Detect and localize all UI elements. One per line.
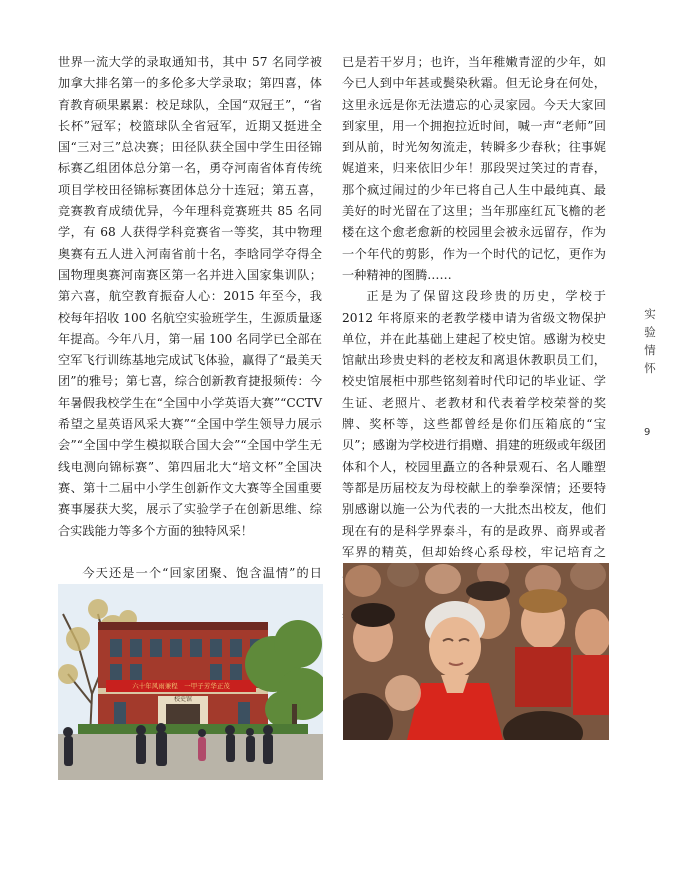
paragraph-memories: 已是若干岁月；也许，当年稚嫩青涩的少年，如今已人到中年甚或鬓染秋霜。但无论身在何处，这里永远是你无法遗忘的心灵家园。今天大家回到家里，用一个拥抱拉近时间，喊一声“老师”回到从前，时光匆匆流走，转瞬多少春秋；往事娓娓道来，归来依旧少年！那段哭过笑过的青春，那个疯过闹过的少年已将自己人生中最纯真、最美好的时光留在了这里；当年那座红瓦飞檐的老楼在这个愈老愈新的校园里会被永远留存，作为一个年代的剪影，作为一个时代的记忆，更作为一种精神的图腾…… <box>342 55 606 282</box>
paragraph-achievements: 世界一流大学的录取通知书，其中 57 名同学被加拿大排名第一的多伦多大学录取；第四喜，体育教育硕果累累：校足球队，全国“双冠王”，“省长杯”冠军；校篮球队全省冠军，近期又挺进全国“三对三”总决赛；田径队获全国中学生田径锦标赛乙组团体总分第一名，勇夺河南省体育传统项目学校田径锦标赛团体总分十连冠；第五喜，竞赛教育成绩优异，今年理科竞赛班共 85 名同学，有 68 人获得学科竞赛省一等奖，其中物理奥赛有五人进入河南省前十名，李晗同学夺得全国物理奥赛河南赛区第一名并进入国家集训队；第六喜，航空教育振奋人心：2015 年至今，我校每年招收 100 名航空实验班学生，生源质量逐年提高。今年八月，第一届 100 名同学已全部在空军飞行训练基地完成试飞体验，赢得了“最美天团”的雅号；第七喜，综合创新教育捷报频传：今年暑假我校学生在“全国中小学英语大赛”“CCTV 希望之星英语风采大赛”“全国中学生领导力展示会”“全国中学生模拟联合国大会”“全国中学生无线电测向锦标赛”、第四届北大“培文杯”全国决赛、第十二届中小学生创新作文大赛等全国重要赛事屡获大奖，展示了实验学子在创新思维、综合实践能力等多个方面的独特风采！ <box>58 55 322 538</box>
alumni-crowd-photo <box>343 563 609 740</box>
history-museum-photo <box>58 584 323 780</box>
banner-text: 六十年风雨兼程 一甲子芳华正茂 <box>132 682 230 690</box>
paragraph-reunion: 今天还是一个“回家团聚、饱含温情”的日 <box>82 565 322 580</box>
page-number: 9 <box>644 427 651 438</box>
article-right-column <box>342 52 606 627</box>
section-title: 实验情怀 <box>644 307 656 375</box>
paragraph-history-museum: 正是为了保留这段珍贵的历史，学校于 2012 年将原来的老教学楼申请为省级文物保护单位，并在此基础上建起了校史馆。感谢为校史馆献出珍贵史料的老校友和离退休教职员工们，校史馆展柜中那些铭刻着时代印记的毕业证、学生证、老照片、老教材和代表着学校荣誉的奖牌、奖杯等，这些都曾经是你们压箱底的“宝贝”；感谢为学校进行捐赠、捐建的班级或年级团体和个人，校园里矗立的各种景观石、名人雕塑等都是历届校友为母校献上的拳拳深情；还要特别感谢以施一公为代表的一大批杰出校友，他们现在有的是科学界泰斗，有的是政界、商界或者军界的精英，但却始终心系母校，牢记培育之 <box>342 289 606 559</box>
museum-plaque-text: 校史馆 <box>173 696 192 703</box>
article-left-column <box>58 52 322 627</box>
